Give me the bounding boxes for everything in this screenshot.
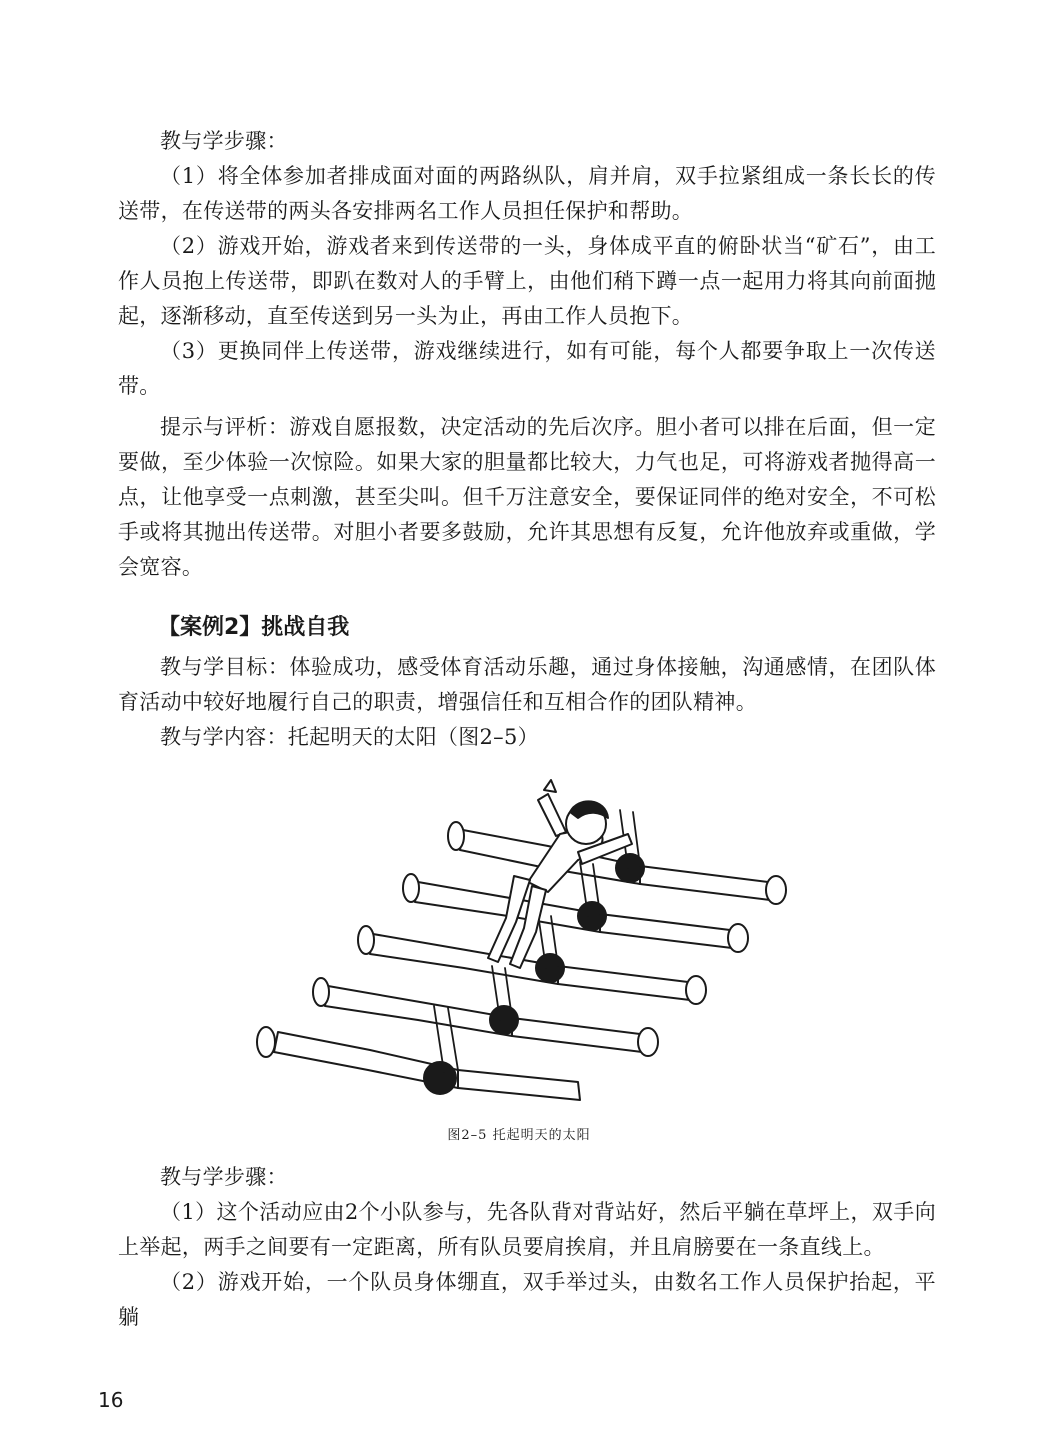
case-heading: 【案例2】挑战自我 (158, 615, 350, 640)
page-number: 16 (98, 1388, 124, 1412)
lying-child-figure (448, 822, 786, 904)
step-paragraph: （2）游戏开始，游戏者来到传送带的一头，身体成平直的俯卧状当“矿石”，由工作人员抱上传送带，即趴在数对人的手臂上，由他们稍下蹲一点一起用力将其向前面抛起，逐渐移动，直至传送到另一头为止，再由工作人员抱下。 (118, 234, 936, 328)
step-paragraph: （3）更换同伴上传送带，游戏继续进行，如有可能，每个人都要争取上一次传送带。 (118, 339, 936, 398)
steps-heading: 教与学步骤： (160, 129, 288, 153)
section2-text (118, 1160, 936, 1335)
children-lifting-illustration (248, 772, 788, 1108)
step-paragraph: （1）将全体参加者排成面对面的两路纵队，肩并肩，双手拉紧组成一条长长的传送带，在传送带的两头各安排两名工作人员担任保护和帮助。 (118, 164, 936, 223)
steps-heading: 教与学步骤： (160, 1165, 288, 1189)
section1-text (118, 124, 936, 585)
figure-caption: 图2–5 托起明天的太阳 (447, 1128, 591, 1143)
case2-text (118, 650, 936, 755)
step-paragraph: （2）游戏开始，一个队员身体绷直，双手举过头，由数名工作人员保护抬起，平躺 (118, 1270, 936, 1329)
illustration-figure (248, 772, 788, 1108)
content-paragraph: 教与学内容：托起明天的太阳（图2–5） (160, 725, 539, 749)
tips-paragraph: 提示与评析：游戏自愿报数，决定活动的先后次序。胆小者可以排在后面，但一定要做，至少体验一次惊险。如果大家的胆量都比较大，力气也足，可将游戏者抛得高一点，让他享受一点刺激，甚至尖叫。但千万注意安全，要保证同伴的绝对安全，不可松手或将其抛出传送带。对胆小者要多鼓励，允许其思想有反复，允许他放弃或重做，学会宽容。 (118, 415, 936, 579)
goal-paragraph: 教与学目标：体验成功，感受体育活动乐趣，通过身体接触，沟通感情，在团队体育活动中较好地履行自己的职责，增强信任和互相合作的团队精神。 (118, 655, 936, 714)
step-paragraph: （1）这个活动应由2个小队参与，先各队背对背站好，然后平躺在草坪上，双手向上举起，两手之间要有一定距离，所有队员要肩挨肩，并且肩膀要在一条直线上。 (118, 1200, 936, 1259)
